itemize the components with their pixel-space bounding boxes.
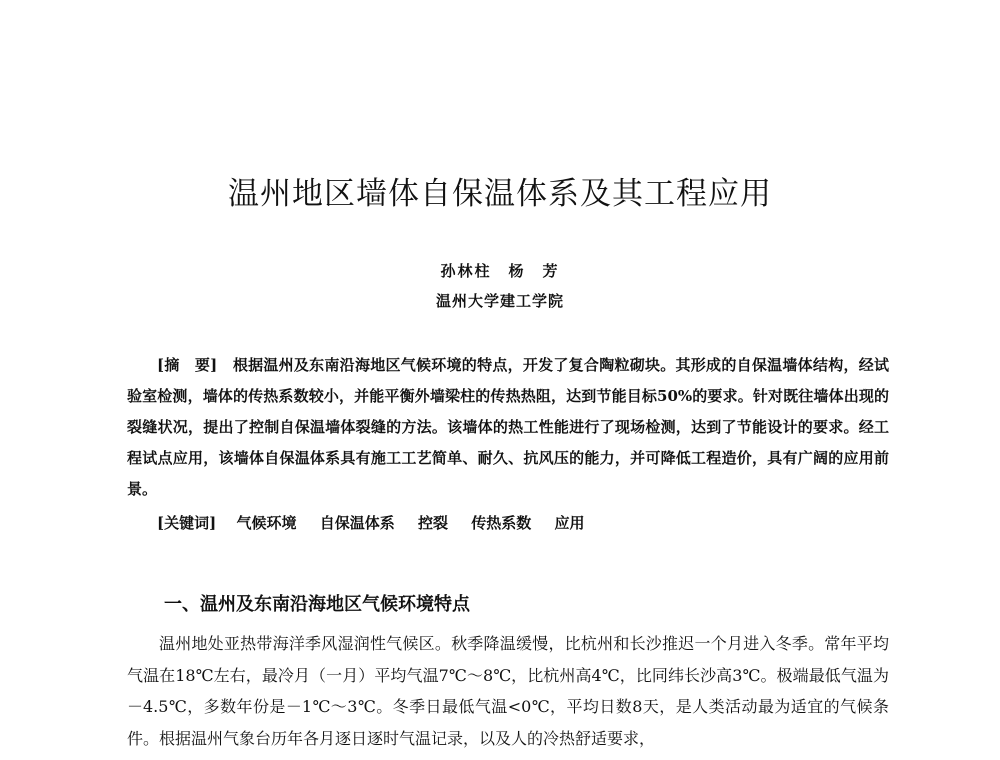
abstract-text: 根据温州及东南沿海地区气候环境的特点，开发了复合陶粒砌块。其形成的自保温墙体结构，经试验室检测，墙体的传热系数较小，并能平衡外墙梁柱的传热热阻，达到节能目标50%的要求。针对既往墙体出现的裂缝状况，提出了控制自保温墙体裂缝的方法。该墙体的热工性能进行了现场检测，达到了节能设计的要求。经工程试点应用，该墙体自保温体系具有施工工艺简单、耐久、抗风压的能力，并可降低工程造价，具有广阔的应用前景。 <box>127 356 889 498</box>
abstract-paragraph <box>127 350 889 505</box>
keyword-item: 自保温体系 <box>319 514 395 532</box>
paper-title: 温州地区墙体自保温体系及其工程应用 <box>228 176 772 212</box>
keyword-item: 应用 <box>554 514 585 532</box>
paper-affiliation: 温州大学建工学院 <box>435 292 564 310</box>
abstract-label: [摘 要] <box>157 356 218 374</box>
body-paragraph: 温州地处亚热带海洋季风湿润性气候区。秋季降温缓慢，比杭州和长沙推迟一个月进入冬季。常年平均气温在18℃左右，最冷月（一月）平均气温7℃～8℃，比杭州高4℃，比同纬长沙高3℃。极端最低气温为－4.5℃，多数年份是－1℃～3℃。冬季日最低气温<0℃，平均日数8天，是人类活动最为适宜的气候条件。根据温州气象台历年各月逐日逐时气温记录，以及人的冷热舒适要求， <box>127 634 889 748</box>
keywords-label: [关键词] <box>157 514 217 532</box>
paper-authors: 孙林柱 杨 芳 <box>440 262 560 280</box>
section-heading: 一、温州及东南沿海地区气候环境特点 <box>164 594 470 615</box>
keyword-item: 控裂 <box>417 514 448 532</box>
keywords-line <box>127 508 889 539</box>
keyword-item: 传热系数 <box>471 514 532 532</box>
keyword-item: 气候环境 <box>236 514 297 532</box>
